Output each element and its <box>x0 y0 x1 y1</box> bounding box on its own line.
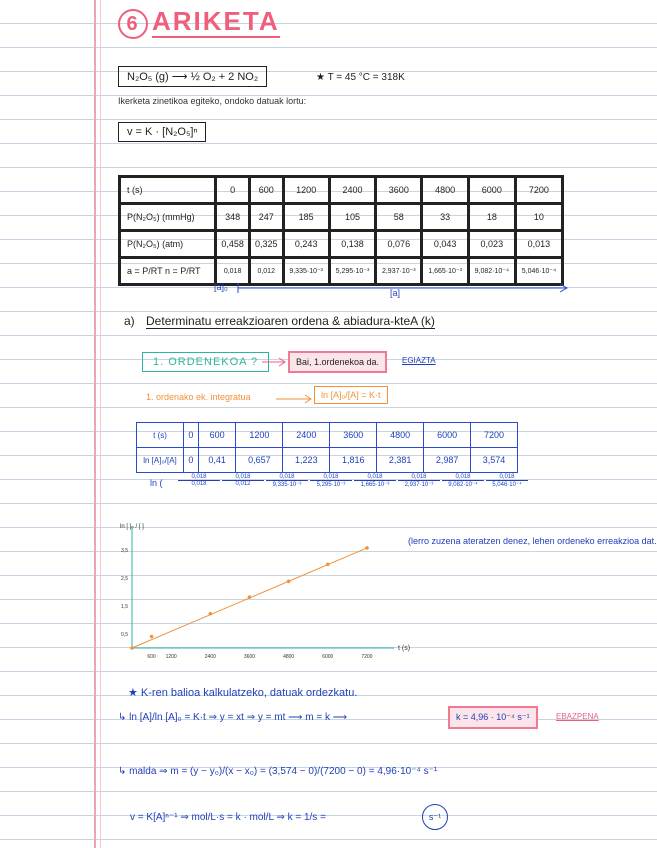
x-tick-label: 3600 <box>243 654 256 660</box>
table-cell: 600 <box>249 177 283 204</box>
ln-fraction <box>442 474 484 488</box>
title-word: ARIKETA <box>152 6 280 36</box>
table-cell: 0,325 <box>249 231 283 258</box>
table-cell: 33 <box>422 204 468 231</box>
concentration-arrow <box>236 282 572 294</box>
x-tick-label: 7200 <box>361 654 373 660</box>
data-point <box>130 646 134 650</box>
table-cell: 0,657 <box>236 448 283 473</box>
fraction-numerator: 0,018 <box>222 474 264 481</box>
temperature: ★ T = 45 °C = 318K <box>316 72 405 83</box>
fraction-denominator: 5,046·10⁻⁴ <box>492 482 522 488</box>
log-table <box>136 422 518 473</box>
data-point <box>150 635 154 639</box>
integrated-formula: ln [A]₀/[A] = K·t <box>314 386 388 404</box>
table-cell: 7200 <box>515 177 562 204</box>
label-a0: [a]₀ <box>214 282 228 292</box>
row-label: P(N₂O₅) (mmHg) <box>120 204 216 231</box>
table-row <box>137 423 518 448</box>
x-tick-label: 2400 <box>204 654 216 660</box>
data-table <box>118 175 564 286</box>
page-title <box>118 6 280 39</box>
y-tick-label: 1,5 <box>121 604 128 610</box>
ln-fraction <box>222 474 264 487</box>
order-box: 1. ORDENEKOA ? <box>142 352 269 372</box>
table-cell: 18 <box>468 204 515 231</box>
table-cell: 10 <box>515 204 562 231</box>
row-label: t (s) <box>137 423 184 448</box>
x-tick-label: 1200 <box>165 654 177 660</box>
integrated-label: 1. ordenako ek. integratua <box>146 392 251 402</box>
data-point <box>326 563 330 567</box>
table-cell: 4800 <box>377 423 424 448</box>
table-cell: 0 <box>184 448 199 473</box>
k-heading: ★ K-ren balioa kalkulatzeko, datuak ordezkatu. <box>128 687 358 699</box>
table-cell: 2,381 <box>377 448 424 473</box>
fraction-denominator: 5,295·10⁻³ <box>316 482 346 488</box>
check-label: EGIAZTA <box>402 356 436 365</box>
row-label: ln [A]₀/[A] <box>137 448 184 473</box>
table-cell: 7200 <box>471 423 518 448</box>
ln-fractions <box>178 474 528 496</box>
reaction-box <box>118 66 267 87</box>
intro-text: Ikerketa zinetikoa egiteko, ondoko datuak lortu: <box>118 96 307 106</box>
table-cell: 0,013 <box>515 231 562 258</box>
ln-fraction <box>354 474 396 488</box>
table-cell: 0,41 <box>198 448 236 473</box>
ln-fraction <box>310 474 352 488</box>
fraction-numerator: 0,018 <box>178 474 220 481</box>
table-cell: 1,223 <box>283 448 330 473</box>
fraction-numerator: 0,018 <box>310 474 352 481</box>
table-row <box>137 448 518 473</box>
part-a <box>124 314 435 328</box>
table-cell: 0,138 <box>329 231 375 258</box>
fraction-numerator: 0,018 <box>266 474 308 481</box>
row-label: a = P/RT n = P/RT <box>120 258 216 285</box>
table-cell: 2400 <box>283 423 330 448</box>
part-a-text: Determinatu erreakzioaren ordena & abiadura-kteA (k) <box>146 314 435 328</box>
table-cell: 2400 <box>329 177 375 204</box>
solution-label: EBAZPENA <box>556 712 599 721</box>
data-point <box>365 546 369 550</box>
table-cell: 0,012 <box>249 258 283 285</box>
table-row <box>120 204 563 231</box>
table-cell: 2,937·10⁻³ <box>376 258 422 285</box>
table-row <box>120 258 563 285</box>
table-cell: 58 <box>376 204 422 231</box>
margin-line <box>94 0 96 848</box>
table-cell: 9,335·10⁻³ <box>283 258 329 285</box>
fraction-denominator: 0,012 <box>235 481 251 487</box>
margin-line-secondary <box>100 0 101 848</box>
fraction-numerator: 0,018 <box>354 474 396 481</box>
k-line2: ↳ malda ⇒ m = (y − y₀)/(x − x₀) = (3,574 − 0)/(7200 − 0) = 4,96·10⁻⁴ s⁻¹ <box>118 766 438 777</box>
ln-fraction <box>398 474 440 488</box>
table-cell: 0,043 <box>422 231 468 258</box>
k-result-box: k = 4,96 · 10⁻⁴ s⁻¹ <box>448 706 538 729</box>
table-cell: 0 <box>184 423 199 448</box>
fraction-denominator: 1,665·10⁻³ <box>360 482 390 488</box>
unit-circle: s⁻¹ <box>422 804 448 830</box>
arrow-icon <box>276 394 314 404</box>
x-axis-label: t (s) <box>398 645 411 652</box>
table-row <box>120 177 563 204</box>
table-cell: 185 <box>283 204 329 231</box>
table-cell: 348 <box>216 204 250 231</box>
arrow-icon <box>262 357 288 367</box>
table-cell: 2,987 <box>424 448 471 473</box>
fraction-denominator: 0,018 <box>191 481 207 487</box>
table-cell: 0 <box>216 177 250 204</box>
table-cell: 6000 <box>468 177 515 204</box>
y-axis-label: ln [ ]₀ / [ ] <box>120 524 144 530</box>
table-row <box>120 231 563 258</box>
title-number: 6 <box>118 9 148 39</box>
x-tick-label: 4800 <box>283 654 295 660</box>
table-cell: 0,076 <box>376 231 422 258</box>
row-label: P(N₂O₅) (atm) <box>120 231 216 258</box>
table-cell: 0,018 <box>216 258 250 285</box>
ln-fraction <box>178 474 220 487</box>
x-tick-label: 6000 <box>322 654 334 660</box>
data-point <box>287 580 291 584</box>
table-cell: 0,243 <box>283 231 329 258</box>
ln-fraction <box>266 474 308 488</box>
ln-prefix: ln ( <box>150 478 163 488</box>
rate-law: v = K · [N₂O₅]ⁿ <box>127 126 198 138</box>
fraction-denominator: 2,937·10⁻³ <box>404 482 434 488</box>
rate-law-box <box>118 122 206 142</box>
fraction-numerator: 0,018 <box>442 474 484 481</box>
suppose-box: Bai, 1.ordenekoa da. <box>288 351 387 373</box>
fraction-numerator: 0,018 <box>486 474 528 481</box>
data-point <box>248 595 252 599</box>
y-tick-label: 0,5 <box>121 632 128 638</box>
fraction-denominator: 9,082·10⁻⁴ <box>448 482 478 488</box>
chart <box>112 520 411 660</box>
table-cell: 5,295·10⁻³ <box>329 258 375 285</box>
label-a: [a] <box>390 288 401 298</box>
y-tick-label: 2,5 <box>121 576 128 582</box>
table-cell: 1200 <box>236 423 283 448</box>
table-cell: 247 <box>249 204 283 231</box>
table-cell: 0,458 <box>216 231 250 258</box>
x-tick-label: 600 <box>147 654 156 660</box>
k-line1: ↳ ln [A]/ln [A]₀ = K·t ⇒ y = xt ⇒ y = mt ⟶ m = k ⟶ <box>118 712 348 723</box>
table-cell: 600 <box>198 423 236 448</box>
table-cell: 3600 <box>330 423 377 448</box>
table-cell: 1,665·10⁻³ <box>422 258 468 285</box>
chart-note: (lerro zuzena ateratzen denez, lehen ordeneko erreakzioa dat. <box>408 536 657 546</box>
table-cell: 4800 <box>422 177 468 204</box>
k-line3: v = K[A]ⁿ⁻¹ ⇒ mol/L·s = k · mol/L ⇒ k = 1/s = <box>130 812 326 823</box>
table-cell: 105 <box>329 204 375 231</box>
table-cell: 6000 <box>424 423 471 448</box>
table-cell: 3600 <box>376 177 422 204</box>
fraction-denominator: 9,335·10⁻³ <box>272 482 302 488</box>
row-label: t (s) <box>120 177 216 204</box>
table-cell: 5,046·10⁻⁴ <box>515 258 562 285</box>
table-cell: 3,574 <box>471 448 518 473</box>
part-a-label: a) <box>124 314 135 328</box>
reaction-equation: N₂O₅ (g) ⟶ ½ O₂ + 2 NO₂ <box>127 71 259 83</box>
fraction-numerator: 0,018 <box>398 474 440 481</box>
table-cell: 9,082·10⁻⁴ <box>468 258 515 285</box>
data-point <box>209 612 213 616</box>
ln-fraction <box>486 474 528 488</box>
table-cell: 1,816 <box>330 448 377 473</box>
y-tick-label: 3,5 <box>121 548 128 554</box>
table-cell: 0,023 <box>468 231 515 258</box>
table-cell: 1200 <box>283 177 329 204</box>
